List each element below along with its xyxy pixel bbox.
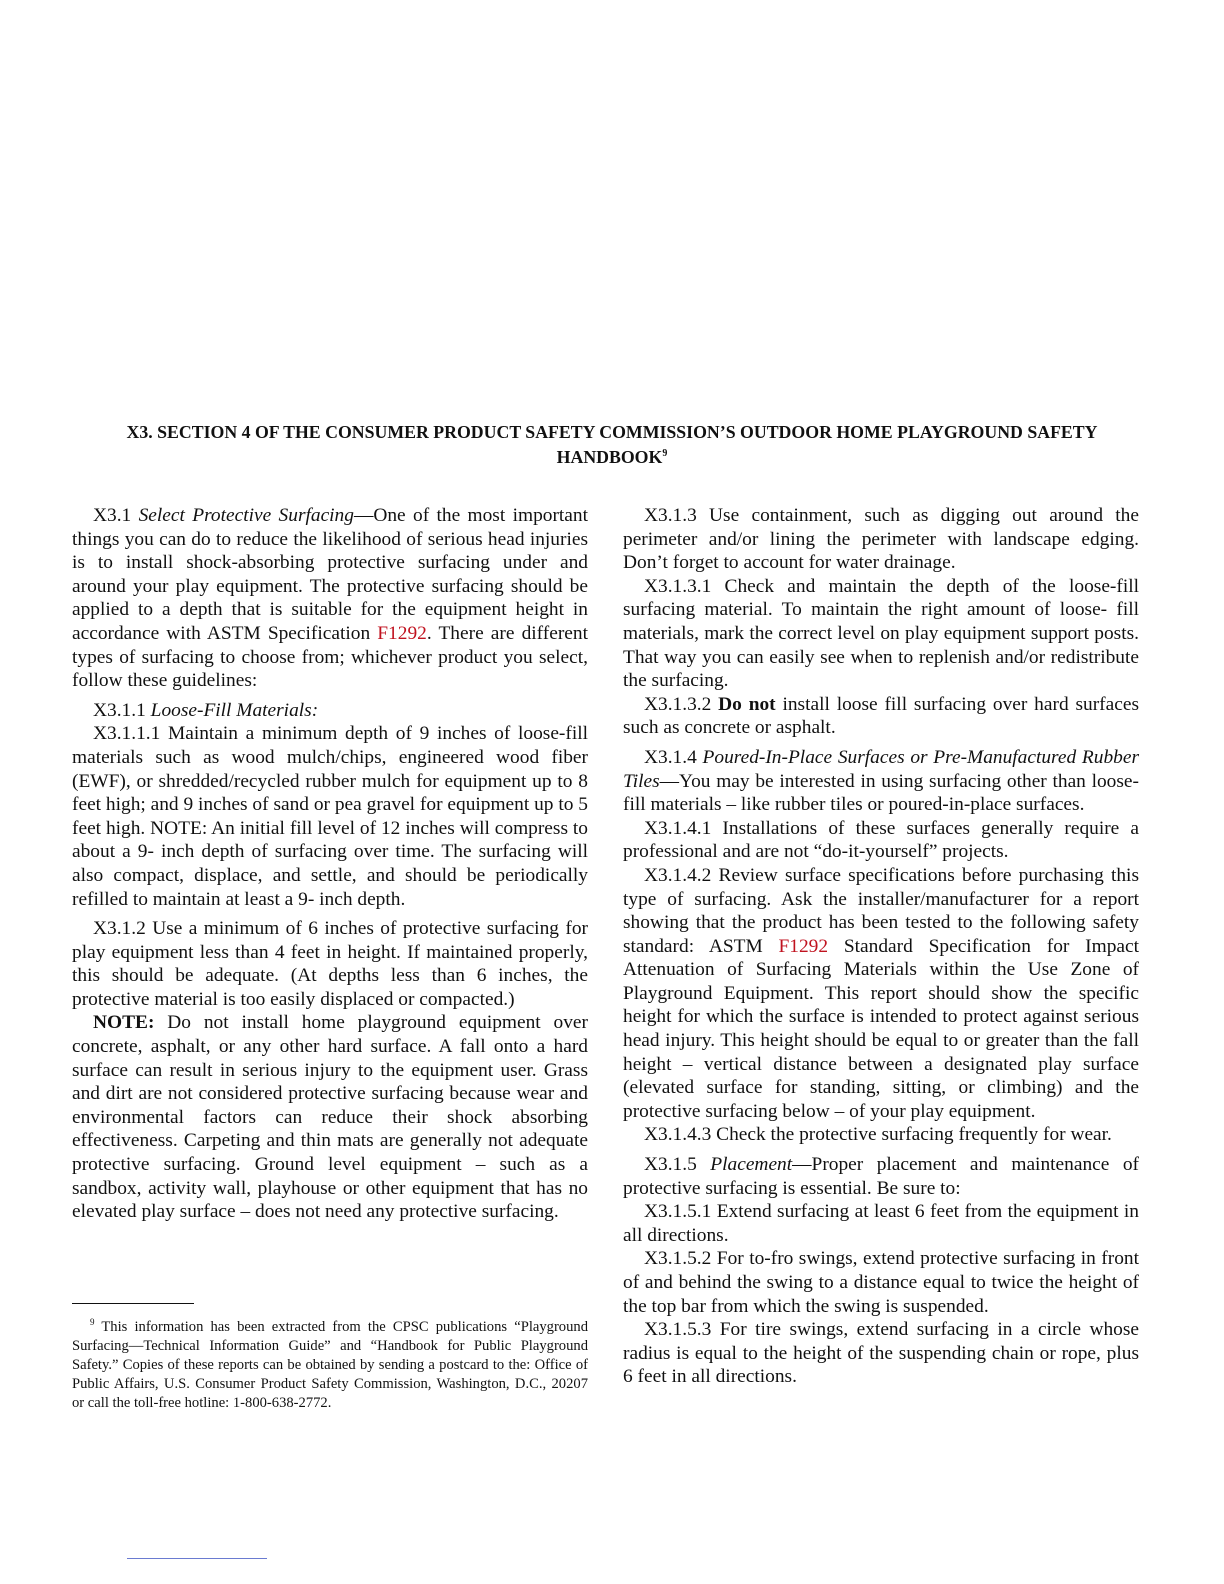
para-number: X3.1.3.2 bbox=[644, 693, 712, 715]
para-x3-1-3-2 bbox=[623, 693, 1139, 740]
para-x3-1-4 bbox=[623, 746, 1139, 817]
para-text: —Proper placement and maintenance of protective surfacing is essential. Be sure to: bbox=[623, 1154, 1139, 1199]
para-text: . There are different types of surfacing to choose from; whichever product you select, follow these guidelines: bbox=[72, 622, 588, 692]
footnote bbox=[72, 1313, 588, 1413]
para-x3-1-3-1: X3.1.3.1 Check and maintain the depth of the loose-fill surfacing material. To maintain the right amount of loose- fill materials, mark the correct level on play equipment support posts. That way you can easily see when to replenish and/or redistribute the surfacing. bbox=[623, 575, 1139, 692]
para-x3-1-1-1: X3.1.1.1 Maintain a minimum depth of 9 inches of loose-fill materials such as wood mulch/chips, engineered wood fiber (EWF), or shredded/recycled rubber mulch for equipment up to 8 feet high; and 9 inches of sand or pea gravel for equipment up to 5 feet high. NOTE: An initial fill level of 12 inches will compress to about a 9- inch depth of surfacing over time. The surfacing will also compact, displace, and settle, and should be periodically refilled to maintain at least a 9- inch depth. bbox=[72, 723, 588, 910]
footnote-text: This information has been extracted from the CPSC publications “Playground Surfacing—Technical Information Guide” and “Handbook for Public Playground Safety.” Copies of these reports can be obtained by sending a postcard to the: Office of Public Affairs, U.S. Consumer Product Safety Commission, Washington, D.C., 20207 or call the toll-free hotline: 1-800-638-2772. bbox=[72, 1318, 588, 1411]
f1292-link[interactable]: F1292 bbox=[377, 622, 427, 644]
para-text: X3.1.4.2 Review surface specifications before purchasing this type of surfacing. Ask the installer/manufacturer for a report showing that the product has been tested to the following safety standard: ASTM bbox=[623, 864, 1139, 957]
para-text: —One of the most important things you can do to reduce the likelihood of serious head injuries is to install shock-absorbing protective surfacing under and around your play equipment. The protective surfacing should be applied to a depth that is suitable for the equipment height in accordance with ASTM Specification bbox=[72, 505, 588, 644]
para-text: —You may be interested in using surfacing other than loose-fill materials – like rubber tiles or poured-in-place surfaces. bbox=[623, 770, 1139, 816]
f1292-link[interactable]: F1292 bbox=[778, 935, 829, 957]
note-label: NOTE: bbox=[93, 1012, 155, 1034]
section-title-line2: HANDBOOK bbox=[556, 446, 663, 467]
para-x3-1-4-1: X3.1.4.1 Installations of these surfaces generally require a professional and are not “do-it-yourself” projects. bbox=[623, 817, 1139, 863]
para-heading: Loose-Fill Materials: bbox=[150, 699, 319, 721]
para-number: X3.1.4 bbox=[644, 746, 697, 768]
para-heading: Select Protective Surfacing bbox=[138, 505, 354, 526]
para-x3-1-5-3: X3.1.5.3 For tire swings, extend surfacing in a circle whose radius is equal to the height of the suspending chain or rope, plus 6 feet in all directions. bbox=[623, 1319, 1139, 1388]
para-heading: Poured-In-Place Surfaces or Pre-Manufactured Rubber Tiles bbox=[623, 746, 1139, 792]
para-number: X3.1.5 bbox=[644, 1154, 697, 1176]
note-text: Do not install home playground equipment over concrete, asphalt, or any other hard surface. A fall onto a hard surface can result in serious injury to the equipment user. Grass and dirt are not considered protective surfacing because wear and environmental factors can reduce their shock absorbing effectiveness. Carpeting and thin mats are generally not adequate protective surfacing. Ground level equipment – such as a sandbox, activity wall, playhouse or other equipment that has no elevated play surface – does not need any protective surfacing. bbox=[72, 1012, 588, 1223]
para-heading: Placement bbox=[710, 1154, 793, 1176]
para-x3-1-1 bbox=[72, 699, 588, 723]
para-x3-1-4-2 bbox=[623, 864, 1139, 1124]
para-x3-1-3: X3.1.3 Use containment, such as digging out around the perimeter and/or lining the perimeter with landscape edging. Don’t forget to account for water drainage. bbox=[623, 505, 1139, 574]
right-column bbox=[623, 504, 1139, 1389]
para-text: install loose fill surfacing over hard surfaces such as concrete or asphalt. bbox=[623, 693, 1139, 739]
para-x3-1-4-3: X3.1.4.3 Check the protective surfacing frequently for wear. bbox=[644, 1124, 1112, 1146]
para-text: Standard Specification for Impact Attenuation of Surfacing Materials within the Use Zone of Playground Equipment. This report should show the specific height for which the surface is intended to protect against serious head injury. This height should be equal to or greater than the fall height – vertical distance between a designated play surface (elevated surface for standing, sitting, or climbing) and the protective surfacing below – of your play equipment. bbox=[623, 935, 1139, 1122]
title-footnote-mark[interactable]: 9 bbox=[662, 448, 668, 459]
para-x3-1-2: X3.1.2 Use a minimum of 6 inches of protective surfacing for play equipment less than 4 feet in height. If maintained properly, this should be adequate. (At depths less than 6 inches, the protective material is too easily displaced or compacted.) bbox=[72, 918, 588, 1010]
para-x3-1-5-2: X3.1.5.2 For to-fro swings, extend protective surfacing in front of and behind the swing to a distance equal to twice the height of the top bar from which the swing is suspended. bbox=[623, 1248, 1139, 1317]
left-column bbox=[72, 504, 588, 1224]
para-note bbox=[72, 1011, 588, 1223]
section-title-line1: X3. SECTION 4 OF THE CONSUMER PRODUCT SAFETY COMMISSION’S OUTDOOR HOME PLAYGROUND SAFETY bbox=[126, 422, 1098, 442]
footnote-mark: 9 bbox=[90, 1317, 95, 1327]
para-number: X3.1 bbox=[93, 505, 132, 526]
para-x3-1-5-1: X3.1.5.1 Extend surfacing at least 6 feet from the equipment in all directions. bbox=[623, 1201, 1139, 1246]
para-x3-1 bbox=[72, 504, 588, 693]
footnote-rule bbox=[72, 1303, 194, 1304]
para-x3-1-5 bbox=[623, 1153, 1139, 1200]
para-number: X3.1.1 bbox=[93, 699, 146, 721]
section-title bbox=[72, 421, 1152, 468]
para-emphasis: Do not bbox=[718, 693, 776, 715]
bottom-link-underline[interactable] bbox=[127, 1558, 267, 1559]
